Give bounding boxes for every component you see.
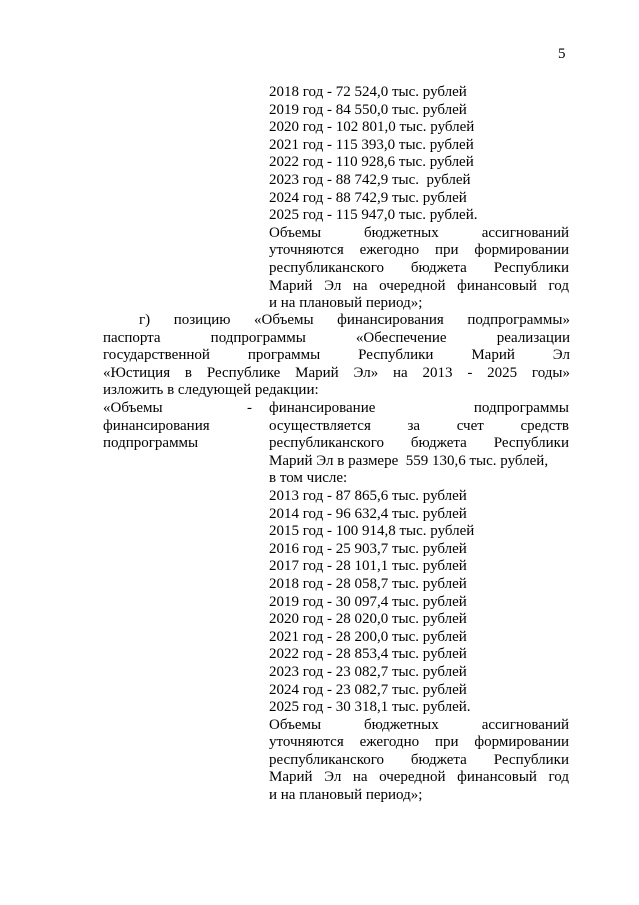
year-line: 2025 год - 30 318,1 тыс. рублей. [269,699,471,716]
year-line: 2022 год - 110 928,6 тыс. рублей [269,154,474,171]
top-funding-block [269,84,569,313]
year-line: 2013 год - 87 865,6 тыс. рублей [269,487,467,504]
paragraph-line: государственной программы Республики Марий Эл [103,347,570,364]
note-line: и на плановый период»; [269,295,423,312]
year-line: 2018 год - 72 524,0 тыс. рублей [269,84,467,100]
year-line: 2016 год - 25 903,7 тыс. рублей [269,540,467,557]
year-line: 2020 год - 28 020,0 тыс. рублей [269,611,467,628]
note-line: республиканского бюджета Республики [269,751,569,768]
intro-line: республиканского бюджета Республики [269,435,569,452]
paragraph-g [103,312,570,400]
year-line: 2021 год - 115 393,0 тыс. рублей [269,136,474,153]
paragraph-line: изложить в следующей редакции: [103,382,319,399]
page-number: 5 [558,46,566,62]
label-line: подпрограммы [103,435,199,452]
note-line: Марий Эл на очередной финансовый год [269,769,569,786]
year-line: 2018 год - 28 058,7 тыс. рублей [269,575,467,592]
paragraph-line: «Юстиция в Республике Марий Эл» на 2013 - 2025 годы» [103,364,570,381]
year-line: 2024 год - 88 742,9 тыс. рублей [269,189,467,206]
paragraph-line: паспорта подпрограммы «Обеспечение реализации [103,329,570,346]
year-line: 2021 год - 28 200,0 тыс. рублей [269,628,467,645]
paragraph-line: г) позицию «Объемы финансирования подпрограммы» [139,312,570,328]
year-line: 2022 год - 28 853,4 тыс. рублей [269,646,467,663]
year-line: 2015 год - 100 914,8 тыс. рублей [269,523,475,540]
year-line: 2023 год - 23 082,7 тыс. рублей [269,663,467,680]
note-line: уточняются ежегодно при формировании [269,242,569,259]
intro-line: осуществляется за счет средств [269,417,569,434]
year-line: 2020 год - 102 801,0 тыс. рублей [269,119,475,136]
label-dash: - [247,400,252,416]
year-line: 2024 год - 23 082,7 тыс. рублей [269,681,467,698]
year-line: 2017 год - 28 101,1 тыс. рублей [269,558,467,575]
year-line: 2023 год - 88 742,9 тыс. рублей [269,171,471,188]
note-line: и на плановый период»; [269,787,423,804]
note-line: Объемы бюджетных ассигнований [269,716,569,733]
lower-funding-block [269,400,569,805]
year-line: 2025 год - 115 947,0 тыс. рублей. [269,207,478,224]
note-line: уточняются ежегодно при формировании [269,734,569,751]
position-label [103,400,253,453]
year-line: 2019 год - 30 097,4 тыс. рублей [269,593,467,610]
label-line: финансирования [103,417,210,434]
note-line: Марий Эл на очередной финансовый год [269,277,569,294]
year-line: 2019 год - 84 550,0 тыс. рублей [269,101,467,118]
intro-line: в том числе: [269,470,348,487]
label-line: «Объемы [103,400,163,416]
intro-line: финансирование подпрограммы [269,400,569,416]
note-line: Объемы бюджетных ассигнований [269,224,569,241]
year-line: 2014 год - 96 632,4 тыс. рублей [269,505,467,522]
note-line: республиканского бюджета Республики [269,259,569,276]
intro-line: Марий Эл в размере 559 130,6 тыс. рублей, [269,452,549,469]
